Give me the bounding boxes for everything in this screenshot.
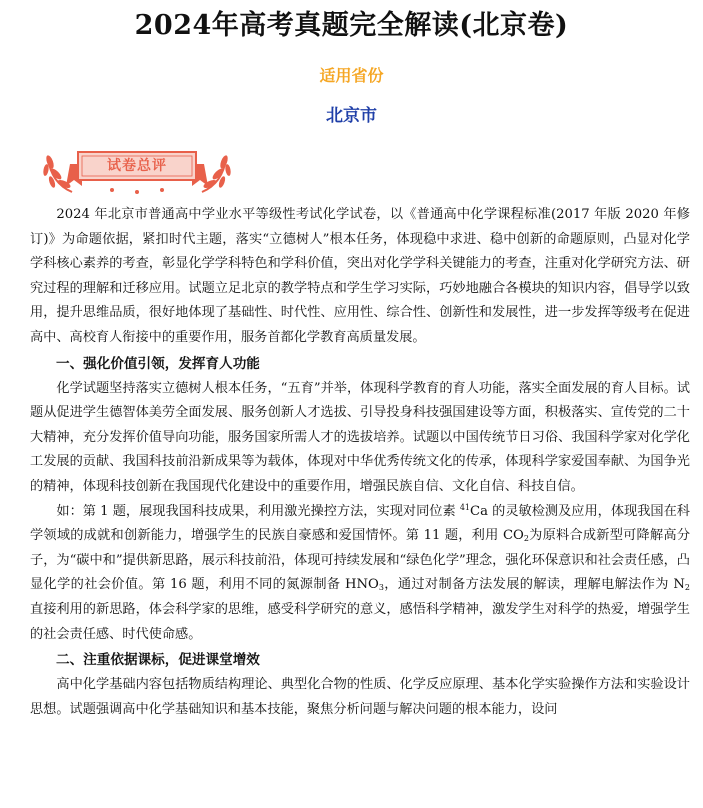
province-name: 北京市 <box>326 106 377 126</box>
text-segment: Ca 的灵敏检测及应用，体现我国在科学领域的成就和创新能力，增强学生的民族自豪感和爱国情怀。第 11 题，利用 CO <box>30 503 690 544</box>
isotope-superscript: 41 <box>459 502 471 512</box>
section-heading-2: 二、注重依据课标，促进课堂增效 <box>56 652 260 669</box>
section-heading-1: 一、强化价值引领，发挥育人功能 <box>56 355 260 372</box>
formula-subscript: 2 <box>684 583 690 593</box>
section-banner <box>42 146 232 198</box>
paragraph-value-guidance: 化学试题坚持落实立德树人根本任务，“五育”并举，体现科学教育的育人功能，落实全面发展的育人目标。试题从促进学生德智体美劳全面发展、服务创新人才选拔、引导投身科技强国建设等方面，积极落实、宣传党的二十大精神，充分发挥价值导向功能，服务国家所需人才的选拔培养。试题以中国传统节日习俗、我国科学家对化学化工发展的贡献、我国科技前沿新成果等为载体，体现对中华优秀传统文化的传承，体现科学家爱国奉献、为国争光的精神，体现科技创新在我国现代化建设中的重要作用，增强民族自信、文化自信、科技自信。 <box>30 380 690 494</box>
paragraph-overview: 2024 年北京市普通高中学业水平等级性考试化学试卷，以《普通高中化学课程标准(2017 年版 2020 年修订)》为命题依据，紧扣时代主题，落实“立德树人”根本任务，体现稳中求进、稳中创新的命题原则，凸显对化学学科核心素养的考查，彰显化学学科特色和学科价值，突出对化学学科关键能力的考查，注重对化学研究方法、研究过程的理解和迁移应用。试题立足北京的教学特点和学生学习实际，巧妙地融合各模块的知识内容，倡导学以致用，提升思维品质，很好地体现了基础性、时代性、应用性、综合性、创新性和发展性，进一步发挥等级考在促进高中、高校育人衔接中的重要作用，服务首都化学教育高质量发展。 <box>30 207 690 345</box>
formula-subscript: 3 <box>378 583 384 593</box>
text-segment: ，通过对制备方法发展的解读，理解电解法作为 N <box>383 577 685 593</box>
paragraph-examples <box>30 500 690 648</box>
section-banner-label: 试卷总评 <box>107 158 167 174</box>
applicable-provinces-label: 适用省份 <box>319 66 384 85</box>
page-title: 2024年高考真题完全解读(北京卷) <box>134 10 569 41</box>
text-segment: 如：第 1 题，展现我国科技成果，利用激光操控方法，实现对同位素 <box>56 503 460 519</box>
text-segment: 为原料合成新型可降解高分子，为“碳中和”提供新思路，展示科技前沿，体现可持续发展和“绿色化学”理念，强化环保意识和社会责任感，凸显化学的社会价值。第 16 题，利用不同的氮源制备 HNO <box>30 528 691 593</box>
text-segment: 直接利用的新思路，体会科学家的思维，感受科学研究的意义，感悟科学精神，激发学生对科学的热爱，增强学生的社会责任感、时代使命感。 <box>30 601 690 642</box>
article-body <box>30 203 690 722</box>
formula-subscript: 2 <box>523 534 529 544</box>
paragraph-curriculum: 高中化学基础内容包括物质结构理论、典型化合物的性质、化学反应原理、基本化学实验操作方法和实验设计思想。试题强调高中化学基础知识和基本技能，聚焦分析问题与解决问题的根本能力，设问 <box>30 677 690 717</box>
